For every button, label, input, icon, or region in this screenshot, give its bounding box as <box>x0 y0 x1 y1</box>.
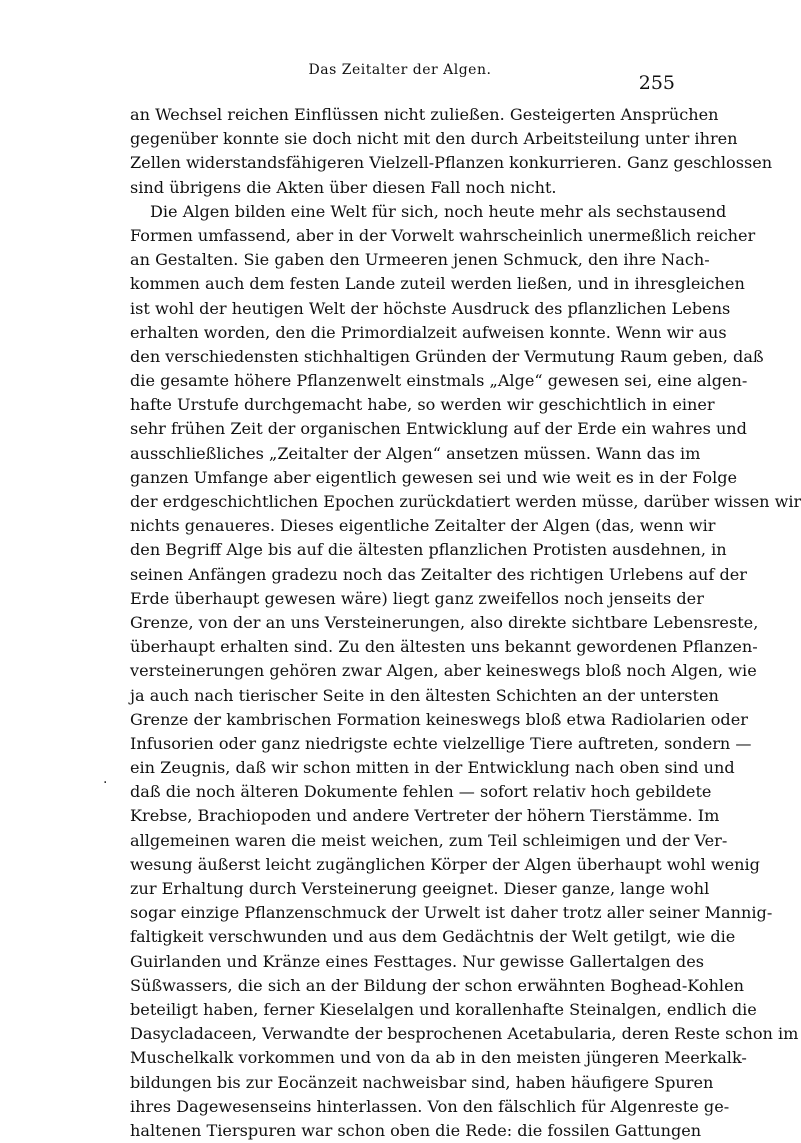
body-text <box>130 103 801 1143</box>
text-line: nichts genaueres. Dieses eigentliche Zeitalter der Algen (das, wenn wir <box>130 516 716 536</box>
paragraph-1 <box>130 103 773 200</box>
text-line: daß die noch älteren Dokumente fehlen — sofort relativ hoch gebildete <box>130 782 712 802</box>
text-line: Grenze der kambrischen Formation keineswegs bloß etwa Radiolarien oder <box>130 709 748 729</box>
text-line: ja auch nach tierischer Seite in den ältesten Schichten an der untersten <box>130 685 719 705</box>
paragraph-2 <box>130 200 801 1143</box>
text-line: Guirlanden und Kränze eines Festtages. Nur gewisse Gallertalgen des <box>130 951 704 971</box>
running-head: Das Zeitalter der Algen. <box>308 62 492 78</box>
text-line: zur Erhaltung durch Versteinerung geeignet. Dieser ganze, lange wohl <box>130 879 710 898</box>
text-line: an Gestalten. Sie gaben den Urmeeren jenen Schmuck, den ihre Nach- <box>130 250 710 270</box>
text-line: Erde überhaupt gewesen wäre) liegt ganz zweifellos noch jenseits der <box>130 588 704 608</box>
text-line: wesung äußerst leicht zugänglichen Körper der Algen überhaupt wohl wenig <box>130 854 760 874</box>
text-line: sehr frühen Zeit der organischen Entwicklung auf der Erde ein wahres und <box>130 419 747 439</box>
text-line: an Wechsel reichen Einflüssen nicht zuließen. Gesteigerten Ansprüchen <box>130 105 719 124</box>
text-line: den Begriff Alge bis auf die ältesten pflanzlichen Protisten ausdehnen, in <box>130 540 727 560</box>
text-line: die gesamte höhere Pflanzenwelt einstmals „Alge“ gewesen sei, eine algen- <box>130 371 748 391</box>
text-line: hafte Urstufe durchgemacht habe, so werden wir geschichtlich in einer <box>130 395 715 415</box>
text-line: überhaupt erhalten sind. Zu den ältesten uns bekannt gewordenen Pflanzen- <box>130 637 758 657</box>
text-line: erhalten worden, den die Primordialzeit aufweisen konnte. Wenn wir aus <box>130 322 727 342</box>
text-line: faltigkeit verschwunden und aus dem Gedächtnis der Welt getilgt, wie die <box>130 927 736 947</box>
text-line: Süßwassers, die sich an der Bildung der schon erwähnten Boghead-Kohlen <box>130 975 744 995</box>
text-line: seinen Anfängen gradezu noch das Zeitalter des richtigen Urlebens auf der <box>130 564 747 584</box>
text-line: sind übrigens die Akten über diesen Fall noch nicht. <box>130 177 557 197</box>
text-line: ausschließliches „Zeitalter der Algen“ ansetzen müssen. Wann das im <box>130 443 701 463</box>
text-line: kommen auch dem festen Lande zuteil werden ließen, und in ihresgleichen <box>130 274 745 294</box>
text-line: versteinerungen gehören zwar Algen, aber keineswegs bloß noch Algen, wie <box>130 661 757 681</box>
text-line: den verschiedensten stichhaltigen Gründen der Vermutung Raum geben, daß <box>130 346 764 366</box>
text-line: der erdgeschichtlichen Epochen zurückdatiert werden müsse, darüber wissen wir <box>130 492 801 511</box>
text-line: gegenüber konnte sie doch nicht mit den durch Arbeitsteilung unter ihren <box>130 129 738 149</box>
text-line: sogar einzige Pflanzenschmuck der Urwelt ist daher trotz aller seiner Mannig- <box>130 903 773 923</box>
text-line: Formen umfassend, aber in der Vorwelt wahrscheinlich unermeßlich reicher <box>130 225 756 245</box>
text-line: Infusorien oder ganz niedrigste echte vielzellige Tiere auftreten, sondern — <box>130 733 752 753</box>
text-line: allgemeinen waren die meist weichen, zum Teil schleimigen und der Ver- <box>130 830 728 850</box>
text-line: Dasycladaceen, Verwandte der besprochenen Acetabularia, deren Reste schon im <box>130 1024 799 1044</box>
text-line: Die Algen bilden eine Welt für sich, noch heute mehr als sechstausend <box>150 201 727 221</box>
text-line: bildungen bis zur Eocänzeit nachweisbar sind, haben häufigere Spuren <box>130 1072 714 1092</box>
text-line: ganzen Umfange aber eigentlich gewesen sei und wie weit es in der Folge <box>130 467 738 487</box>
text-line: Muschelkalk vorkommen und von da ab in den meisten jüngeren Meerkalk- <box>130 1048 747 1068</box>
text-line: haltenen Tierspuren war schon oben die Rede: die fossilen Gattungen <box>130 1120 702 1140</box>
page-number: 255 <box>638 72 675 94</box>
text-line: Zellen widerstandsfähigeren Vielzell-Pflanzen konkurrieren. Ganz geschlossen <box>130 153 773 173</box>
text-line: ist wohl der heutigen Welt der höchste Ausdruck des pflanzlichen Lebens <box>130 298 731 318</box>
text-line: ihres Dagewesenseins hinterlassen. Von den fälschlich für Algenreste ge- <box>130 1096 730 1116</box>
margin-mark: · <box>103 775 108 791</box>
text-line: Grenze, von der an uns Versteinerungen, also direkte sichtbare Lebensreste, <box>130 612 759 632</box>
text-line: beteiligt haben, ferner Kieselalgen und korallenhafte Steinalgen, endlich die <box>130 999 757 1019</box>
text-line: Krebse, Brachiopoden und andere Vertreter der höhern Tierstämme. Im <box>130 806 720 826</box>
text-line: ein Zeugnis, daß wir schon mitten in der Entwicklung nach oben sind und <box>130 758 735 778</box>
